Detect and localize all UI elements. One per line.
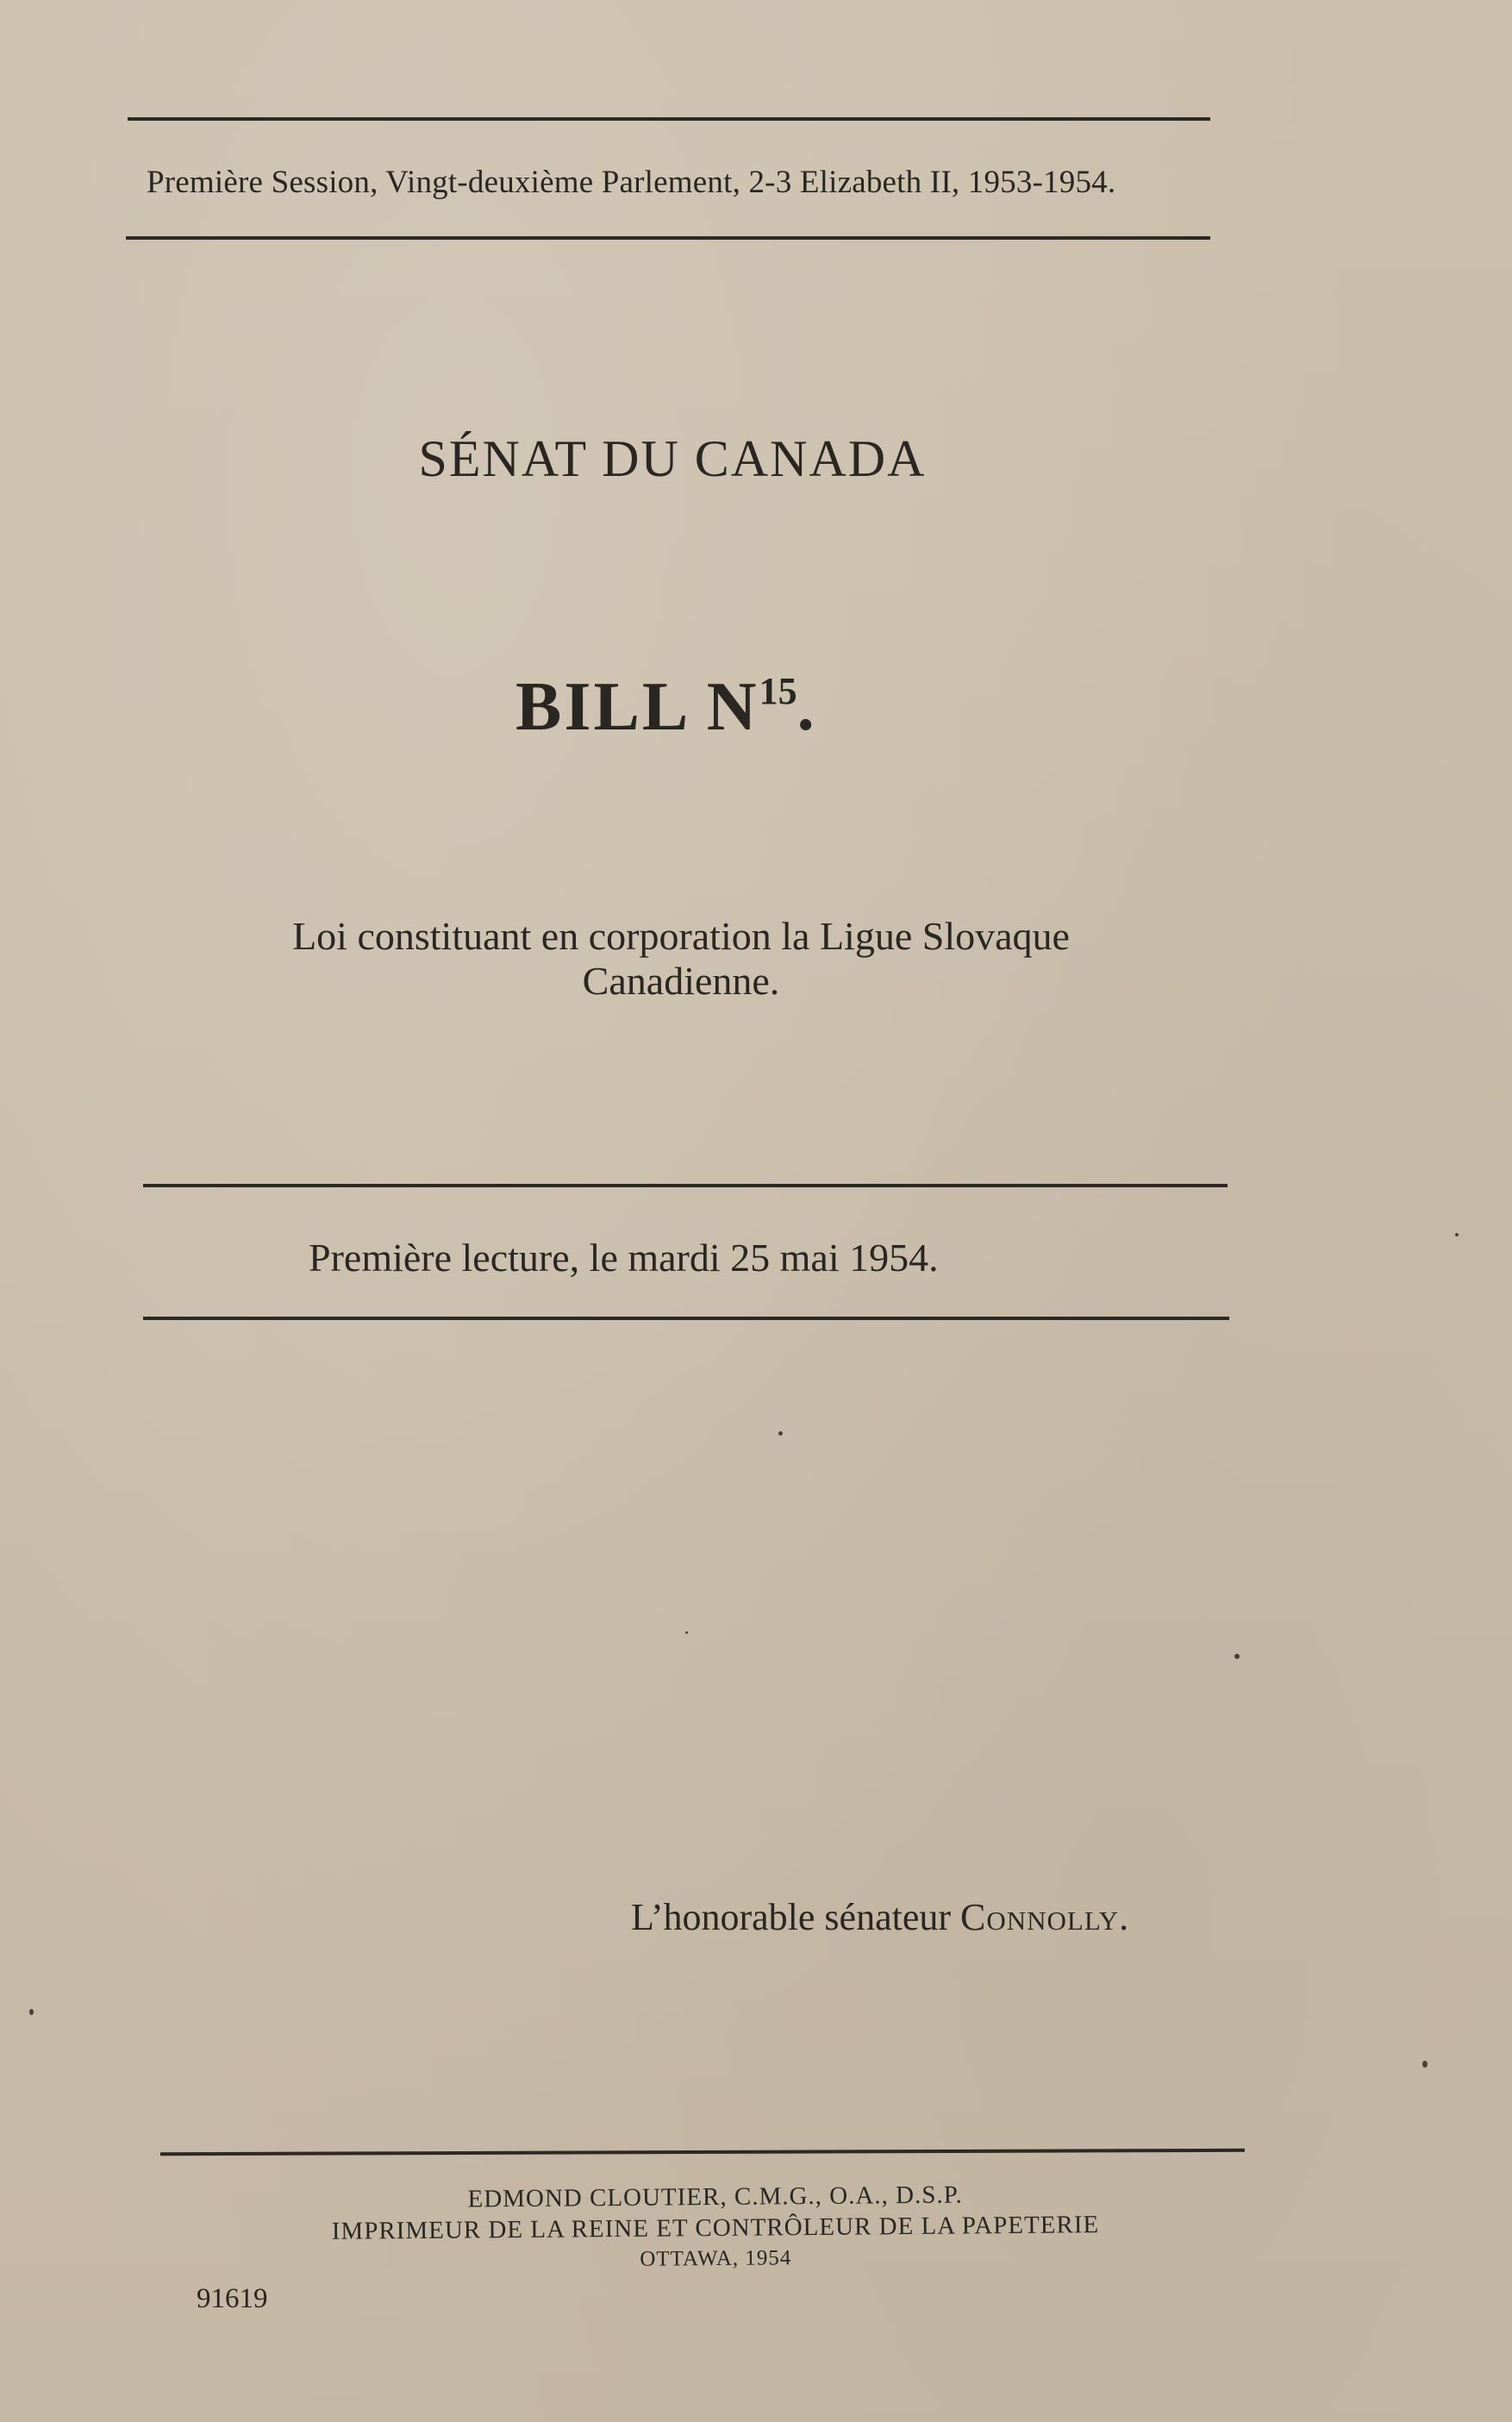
sponsor-suffix: . <box>1119 1896 1129 1938</box>
print-code: 91619 <box>197 2283 268 2314</box>
printer-city-year: OTTAWA, 1954 <box>640 2246 792 2271</box>
session-line: Première Session, Vingt-deuxième Parlement, 2-3 Elizabeth II, 1953-1954. <box>147 165 1116 200</box>
paper-speck <box>1422 2061 1428 2068</box>
bill-title-line-2: Canadienne. <box>582 959 780 1003</box>
reading-bottom-rule <box>143 1317 1229 1320</box>
header-top-rule <box>128 117 1210 121</box>
header-bottom-rule <box>126 236 1210 240</box>
sponsor-line <box>631 1895 1128 1939</box>
paper-speck <box>685 1631 688 1634</box>
bill-title <box>216 914 1146 1004</box>
bill-suffix: . <box>797 669 815 745</box>
paper-speck <box>1455 1233 1459 1236</box>
bill-number: 15 <box>759 670 797 712</box>
paper-speck <box>778 1431 783 1436</box>
bill-number-heading <box>515 668 815 747</box>
printer-top-rule <box>160 2149 1245 2156</box>
paper-speck <box>1234 1654 1240 1659</box>
printer-name: EDMOND CLOUTIER, C.M.G., O.A., D.S.P. <box>467 2181 963 2213</box>
printer-imprint <box>241 2177 1190 2279</box>
first-reading-line: Première lecture, le mardi 25 mai 1954. <box>309 1236 939 1280</box>
sponsor-name: Connolly <box>960 1896 1120 1938</box>
sponsor-prefix: L’honorable sénateur <box>631 1896 961 1938</box>
reading-top-rule <box>143 1184 1228 1187</box>
bill-title-line-1: Loi constituant en corporation la Ligue Slovaque <box>292 914 1070 958</box>
chamber-title: SÉNAT DU CANADA <box>418 430 927 487</box>
paper-speck <box>29 2009 34 2015</box>
bill-prefix: BILL N <box>515 669 759 745</box>
printer-role: IMPRIMEUR DE LA REINE ET CONTRÔLEUR DE LA PAPETERIE <box>331 2211 1100 2245</box>
